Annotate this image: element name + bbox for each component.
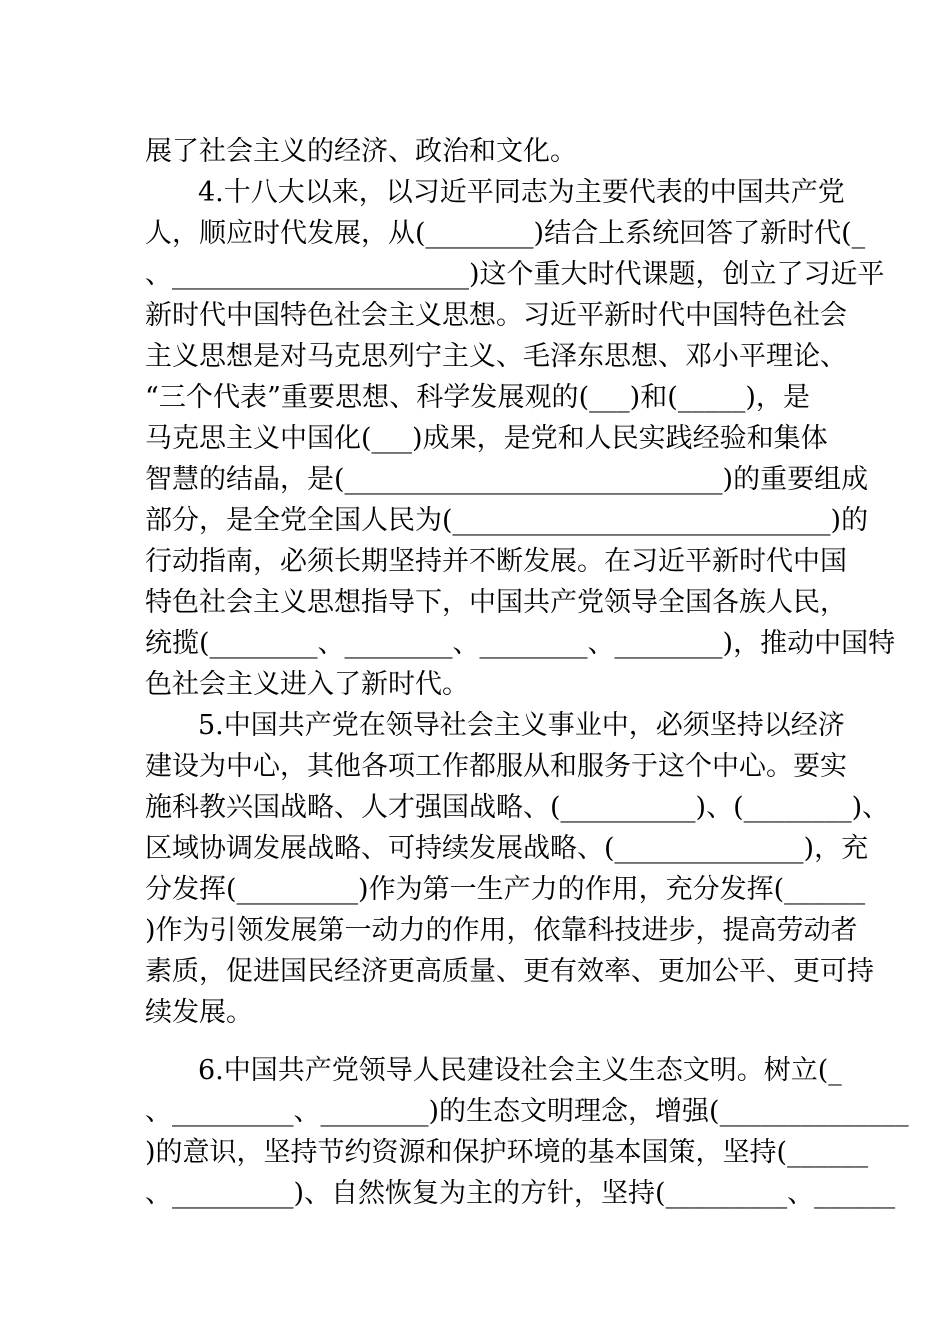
- text-line: 4.十八大以来，以习近平同志为主要代表的中国共产党: [198, 177, 845, 208]
- text-line: 展了社会主义的经济、政治和文化。: [145, 136, 577, 167]
- text-line: 、______________________)这个重大时代课题，创立了习近平: [145, 259, 885, 290]
- text-line: 、_________、________)的生态文明理念，增强(______________: [145, 1096, 909, 1127]
- text-line: “三个代表”重要思想、科学发展观的(___)和(_____)，是: [145, 382, 810, 413]
- text-line: 区域协调发展战略、可持续发展战略、(______________)，充: [145, 833, 869, 864]
- text-line: 统揽(________、________、________、________)，推动中国特: [145, 628, 896, 659]
- text-line: 分发挥(_________)作为第一生产力的作用，充分发挥(______: [145, 874, 866, 905]
- text-line: 5.中国共产党在领导社会主义事业中，必须坚持以经济: [198, 710, 845, 741]
- text-line: 新时代中国特色社会主义思想。习近平新时代中国特色社会: [145, 300, 847, 331]
- text-line: )作为引领发展第一动力的作用，依靠科技进步，提高劳动者: [145, 915, 858, 946]
- text-line: 、_________)、自然恢复为主的方针，坚持(_________、______: [145, 1178, 896, 1209]
- text-line: 智慧的结晶，是(____________________________)的重要组成: [145, 464, 869, 495]
- text-line: 施科教兴国战略、人才强国战略、(__________)、(________)、: [145, 792, 890, 823]
- text-line: 素质，促进国民经济更高质量、更有效率、更加公平、更可持: [145, 956, 874, 987]
- text-line: 续发展。: [145, 997, 253, 1028]
- text-line: 部分，是全党全国人民为(____________________________)的: [145, 505, 869, 536]
- text-line: 主义思想是对马克思列宁主义、毛泽东思想、邓小平理论、: [145, 341, 847, 372]
- text-line: 色社会主义进入了新时代。: [145, 669, 469, 700]
- text-line: 6.中国共产党领导人民建设社会主义生态文明。树立(_: [198, 1055, 842, 1086]
- text-line: 行动指南，必须长期坚持并不断发展。在习近平新时代中国: [145, 546, 847, 577]
- text-line: )的意识，坚持节约资源和保护环境的基本国策，坚持(______: [145, 1137, 869, 1168]
- text-line: 建设为中心，其他各项工作都服从和服务于这个中心。要实: [145, 751, 847, 782]
- text-line: 特色社会主义思想指导下，中国共产党领导全国各族人民，: [145, 587, 847, 618]
- text-line: 马克思主义中国化(___)成果，是党和人民实践经验和集体: [145, 423, 828, 454]
- text-line: 人，顺应时代发展，从(________)结合上系统回答了新时代(_: [145, 218, 866, 249]
